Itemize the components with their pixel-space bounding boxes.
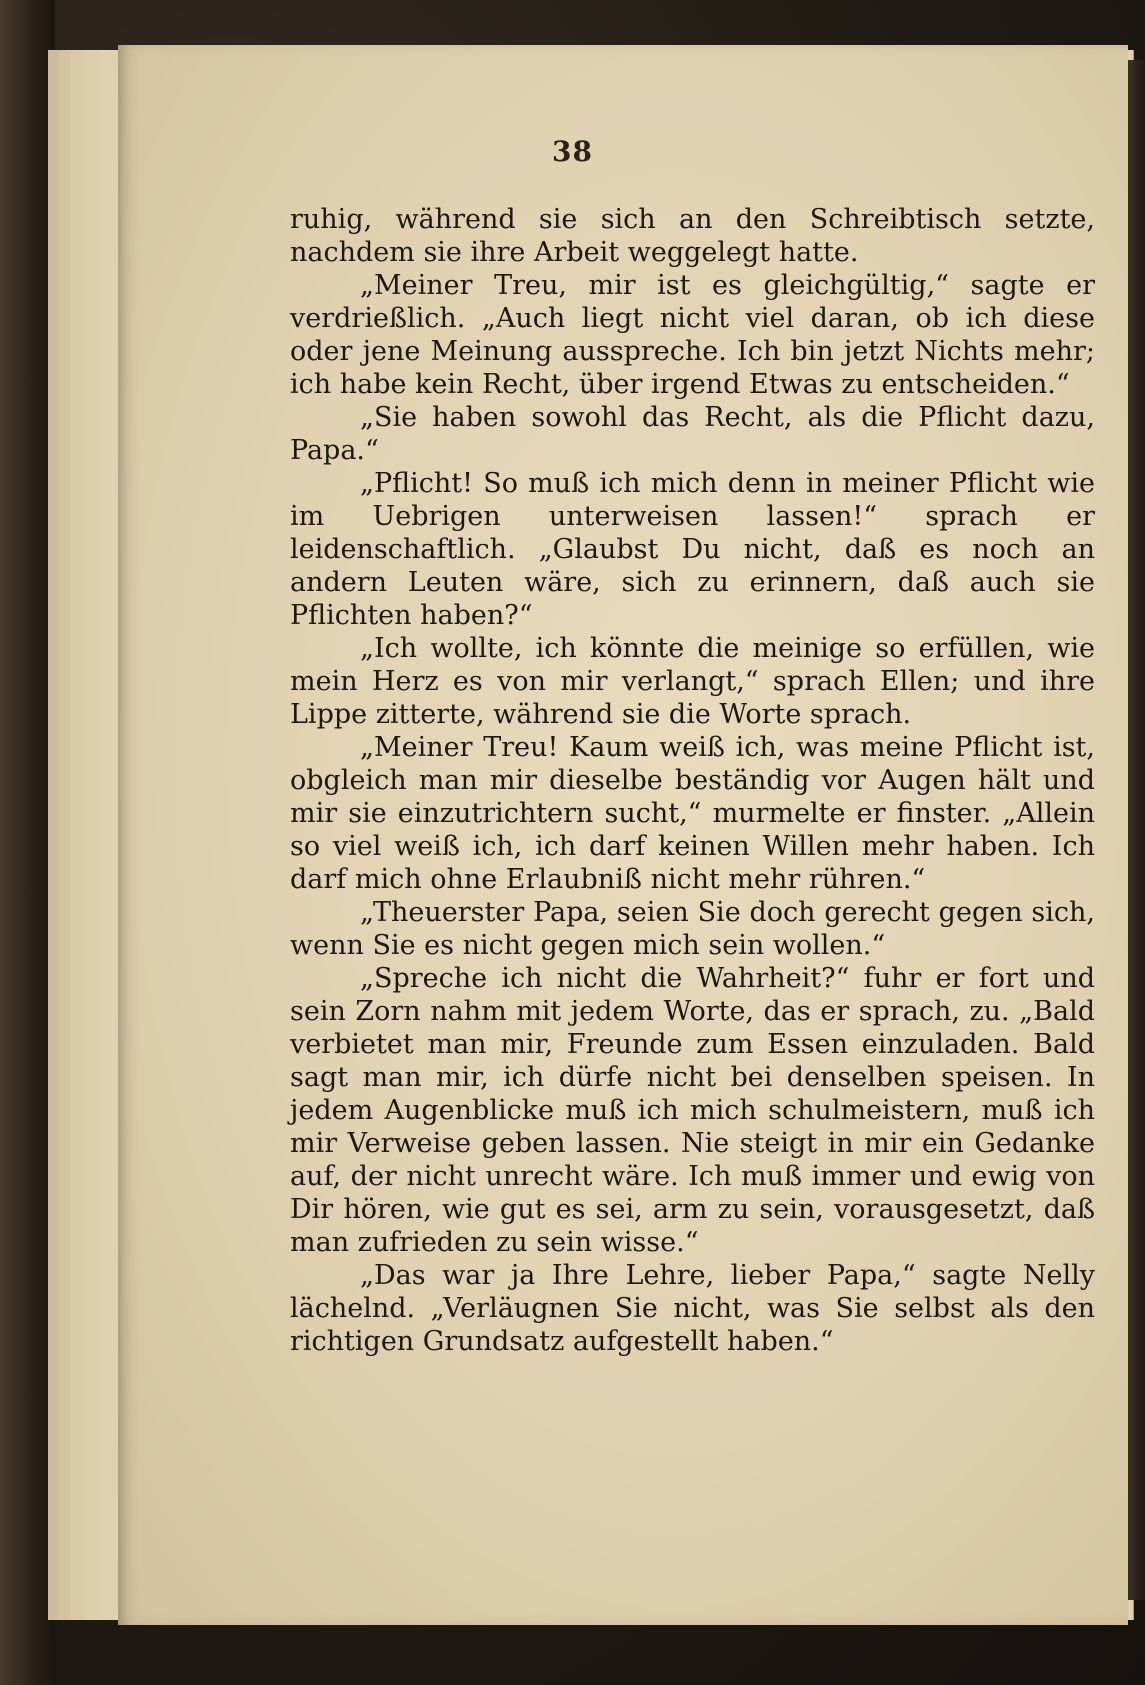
paragraph: „Sie haben sowohl das Recht, als die Pflicht dazu, Papa.“ <box>290 402 1095 466</box>
page-body-text <box>290 203 1095 1358</box>
paragraph: „Meiner Treu! Kaum weiß ich, was meine Pflicht ist, obgleich man mir dieselbe beständig vor Augen hält und mir sie einzutrichtern sucht,“ murmelte er finster. „Allein so viel weiß ich, ich darf keinen Willen mehr haben. Ich darf mich ohne Erlaubniß nicht mehr rühren.“ <box>290 732 1095 895</box>
paragraph: „Meiner Treu, mir ist es gleichgültig,“ sagte er verdrießlich. „Auch liegt nicht viel daran, ob ich diese oder jene Meinung ausspreche. Ich bin jetzt Nichts mehr; ich habe kein Recht, über irgend Etwas zu entscheiden.“ <box>290 270 1095 400</box>
paragraph: „Ich wollte, ich könnte die meinige so erfüllen, wie mein Herz es von mir verlangt,“ sprach Ellen; und ihre Lippe zitterte, während sie die Worte sprach. <box>290 633 1095 730</box>
page-number: 38 <box>552 135 593 168</box>
paragraph: ruhig, während sie sich an den Schreibtisch setzte, nachdem sie ihre Arbeit weggelegt hatte. <box>290 204 1095 268</box>
facing-page-edge <box>1128 60 1145 1600</box>
paragraph: „Das war ja Ihre Lehre, lieber Papa,“ sagte Nelly lächelnd. „Verläugnen Sie nicht, was Sie selbst als den richtigen Grundsatz aufgestellt haben.“ <box>290 1260 1095 1357</box>
paragraph: „Pflicht! So muß ich mich denn in meiner Pflicht wie im Uebrigen unterweisen lassen!“ sprach er leidenschaftlich. „Glaubst Du nicht, daß es noch an andern Leuten wäre, sich zu erinnern, daß auch sie Pflichten haben?“ <box>290 468 1095 631</box>
paragraph: „Spreche ich nicht die Wahrheit?“ fuhr er fort und sein Zorn nahm mit jedem Worte, das er sprach, zu. „Bald verbietet man mir, Freunde zum Essen einzuladen. Bald sagt man mir, ich dürfe nicht bei denselben speisen. In jedem Augenblicke muß ich mich schulmeistern, muß ich mir Verweise geben lassen. Nie steigt in mir ein Gedanke auf, der nicht unrecht wäre. Ich muß immer und ewig von Dir hören, wie gut es sei, arm zu sein, vorausgesetzt, daß man zufrieden zu sein wisse.“ <box>290 963 1095 1258</box>
paragraph: „Theuerster Papa, seien Sie doch gerecht gegen sich, wenn Sie es nicht gegen mich sein wollen.“ <box>290 897 1095 961</box>
book-spine <box>0 0 55 1685</box>
